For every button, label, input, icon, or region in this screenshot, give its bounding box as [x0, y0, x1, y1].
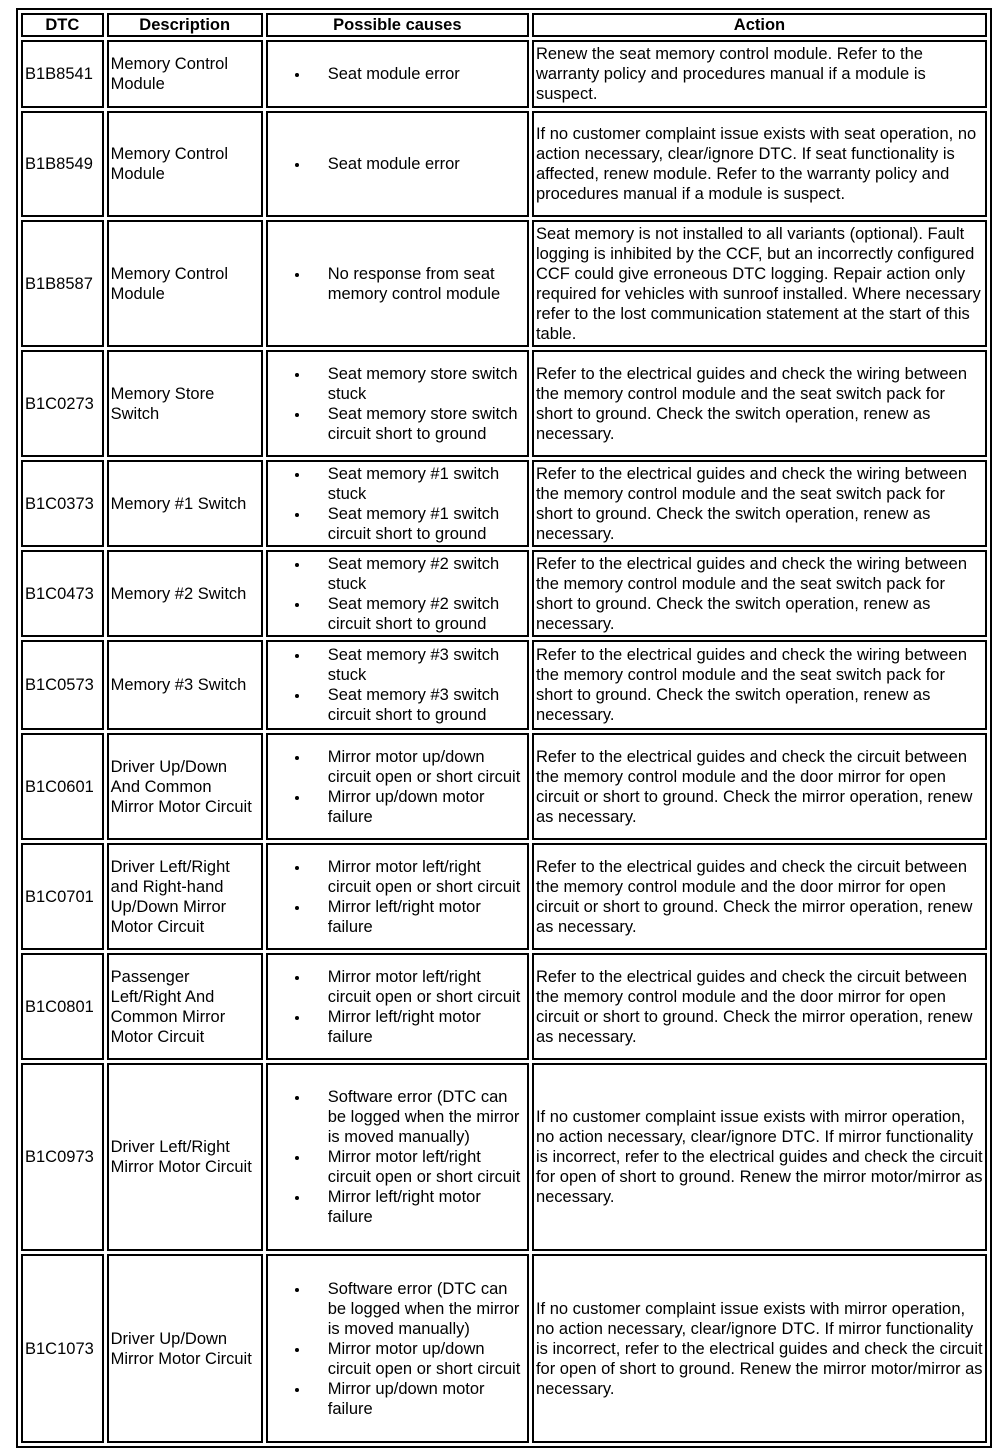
- possible-causes: [266, 843, 529, 950]
- dtc-code: B1C0801: [21, 953, 104, 1060]
- dtc-action: Refer to the electrical guides and check the circuit between the memory control module and the door mirror for open circuit or short to ground. Check the mirror operation, renew as necessary.: [532, 843, 987, 950]
- possible-causes: [266, 550, 529, 637]
- cause-item: • Seat memory store switch circuit short to ground: [310, 404, 525, 444]
- dtc-description: Memory Control Module: [107, 111, 263, 217]
- dtc-description: Passenger Left/Right And Common Mirror Motor Circuit: [107, 953, 263, 1060]
- dtc-code: B1C0701: [21, 843, 104, 950]
- dtc-description: Memory #2 Switch: [107, 550, 263, 637]
- cause-item: • Mirror up/down motor failure: [310, 1379, 525, 1419]
- causes-list: [270, 1279, 525, 1419]
- causes-list: [270, 154, 525, 174]
- causes-list: [270, 64, 525, 84]
- cause-item: • Seat memory #2 switch circuit short to ground: [310, 594, 525, 634]
- dtc-description: Memory Store Switch: [107, 350, 263, 457]
- cause-item: • Mirror motor left/right circuit open or short circuit: [310, 857, 525, 897]
- dtc-code: B1C0573: [21, 640, 104, 730]
- causes-list: [270, 364, 525, 444]
- possible-causes: [266, 640, 529, 730]
- cause-item: • Seat memory store switch stuck: [310, 364, 525, 404]
- dtc-code: B1C0973: [21, 1063, 104, 1251]
- possible-causes: [266, 1063, 529, 1251]
- cause-item: • Mirror motor left/right circuit open or short circuit: [310, 1147, 525, 1187]
- dtc-action: Refer to the electrical guides and check the wiring between the memory control module and the seat switch pack for short to ground. Check the switch operation, renew as necessary.: [532, 550, 987, 637]
- dtc-action: If no customer complaint issue exists with mirror operation, no action necessary, clear/ignore DTC. If mirror functionality is incorrect, refer to the electrical guides and check the circuit for open of short to ground. Renew the mirror motor/mirror as necessary.: [532, 1063, 987, 1251]
- table-row: [21, 350, 987, 457]
- dtc-description: Memory Control Module: [107, 40, 263, 108]
- cause-item: • Mirror up/down motor failure: [310, 787, 525, 827]
- causes-list: [270, 857, 525, 937]
- table-row: [21, 953, 987, 1060]
- dtc-code: B1C0373: [21, 460, 104, 547]
- dtc-action: If no customer complaint issue exists with seat operation, no action necessary, clear/ignore DTC. If seat functionality is affected, renew module. Refer to the warranty policy and procedures manual if a module is suspect.: [532, 111, 987, 217]
- dtc-code: B1B8587: [21, 220, 104, 347]
- causes-list: [270, 645, 525, 725]
- dtc-action: Refer to the electrical guides and check the wiring between the memory control module and the seat switch pack for short to ground. Check the switch operation, renew as necessary.: [532, 460, 987, 547]
- dtc-code: B1C0473: [21, 550, 104, 637]
- table-row: [21, 1063, 987, 1251]
- dtc-action: Refer to the electrical guides and check the wiring between the memory control module and the seat switch pack for short to ground. Check the switch operation, renew as necessary.: [532, 350, 987, 457]
- table-row: [21, 1254, 987, 1443]
- possible-causes: [266, 350, 529, 457]
- table-row: [21, 111, 987, 217]
- table-row: [21, 843, 987, 950]
- table-row: [21, 460, 987, 547]
- header-row: [21, 13, 987, 37]
- possible-causes: [266, 1254, 529, 1443]
- dtc-action: If no customer complaint issue exists with mirror operation, no action necessary, clear/ignore DTC. If mirror functionality is incorrect, refer to the electrical guides and check the circuit for open of short to ground. Renew the mirror motor/mirror as necessary.: [532, 1254, 987, 1443]
- cause-item: • No response from seat memory control module: [310, 264, 525, 304]
- dtc-action: Refer to the electrical guides and check the wiring between the memory control module and the seat switch pack for short to ground. Check the switch operation, renew as necessary.: [532, 640, 987, 730]
- possible-causes: [266, 460, 529, 547]
- cause-item: • Mirror motor up/down circuit open or short circuit: [310, 1339, 525, 1379]
- dtc-description: Memory Control Module: [107, 220, 263, 347]
- cause-item: • Mirror motor up/down circuit open or short circuit: [310, 747, 525, 787]
- header-possible-causes: Possible causes: [266, 13, 529, 37]
- causes-list: [270, 264, 525, 304]
- cause-item: • Seat memory #2 switch stuck: [310, 554, 525, 594]
- dtc-code: B1C0273: [21, 350, 104, 457]
- cause-item: • Seat module error: [310, 154, 525, 174]
- header-description: Description: [107, 13, 263, 37]
- cause-item: • Seat memory #1 switch stuck: [310, 464, 525, 504]
- dtc-code: B1C0601: [21, 733, 104, 840]
- possible-causes: [266, 220, 529, 347]
- cause-item: • Seat memory #3 switch stuck: [310, 645, 525, 685]
- dtc-action: Refer to the electrical guides and check the circuit between the memory control module and the door mirror for open circuit or short to ground. Check the mirror operation, renew as necessary.: [532, 953, 987, 1060]
- cause-item: • Software error (DTC can be logged when the mirror is moved manually): [310, 1279, 525, 1339]
- possible-causes: [266, 40, 529, 108]
- cause-item: • Seat memory #1 switch circuit short to ground: [310, 504, 525, 544]
- causes-list: [270, 967, 525, 1047]
- causes-list: [270, 554, 525, 634]
- dtc-description: Driver Up/Down And Common Mirror Motor Circuit: [107, 733, 263, 840]
- dtc-action: Seat memory is not installed to all variants (optional). Fault logging is inhibited by the CCF, but an incorrectly configured CCF could give erroneous DTC logging. Repair action only required for vehicles with sunroof installed. Where necessary refer to the lost communication statement at the start of this table.: [532, 220, 987, 347]
- cause-item: • Seat module error: [310, 64, 525, 84]
- table-row: [21, 220, 987, 347]
- header-action: Action: [532, 13, 987, 37]
- cause-item: • Software error (DTC can be logged when the mirror is moved manually): [310, 1087, 525, 1147]
- cause-item: • Mirror left/right motor failure: [310, 897, 525, 937]
- table-row: [21, 733, 987, 840]
- dtc-description: Memory #1 Switch: [107, 460, 263, 547]
- table-row: [21, 640, 987, 730]
- cause-item: • Mirror left/right motor failure: [310, 1187, 525, 1227]
- table-body: [21, 40, 987, 1443]
- cause-item: • Mirror left/right motor failure: [310, 1007, 525, 1047]
- dtc-action: Refer to the electrical guides and check the circuit between the memory control module and the door mirror for open circuit or short to ground. Check the mirror operation, renew as necessary.: [532, 733, 987, 840]
- header-dtc: DTC: [21, 13, 104, 37]
- table-row: [21, 40, 987, 108]
- dtc-action: Renew the seat memory control module. Refer to the warranty policy and procedures manual if a module is suspect.: [532, 40, 987, 108]
- dtc-description: Memory #3 Switch: [107, 640, 263, 730]
- dtc-code: B1C1073: [21, 1254, 104, 1443]
- table-row: [21, 550, 987, 637]
- causes-list: [270, 747, 525, 827]
- cause-item: • Mirror motor left/right circuit open or short circuit: [310, 967, 525, 1007]
- causes-list: [270, 464, 525, 544]
- causes-list: [270, 1087, 525, 1227]
- dtc-description: Driver Left/Right and Right-hand Up/Down Mirror Motor Circuit: [107, 843, 263, 950]
- dtc-table: [16, 8, 992, 1448]
- dtc-code: B1B8541: [21, 40, 104, 108]
- cause-item: • Seat memory #3 switch circuit short to ground: [310, 685, 525, 725]
- possible-causes: [266, 111, 529, 217]
- dtc-description: Driver Up/Down Mirror Motor Circuit: [107, 1254, 263, 1443]
- table-header: [21, 13, 987, 37]
- possible-causes: [266, 733, 529, 840]
- possible-causes: [266, 953, 529, 1060]
- dtc-description: Driver Left/Right Mirror Motor Circuit: [107, 1063, 263, 1251]
- dtc-code: B1B8549: [21, 111, 104, 217]
